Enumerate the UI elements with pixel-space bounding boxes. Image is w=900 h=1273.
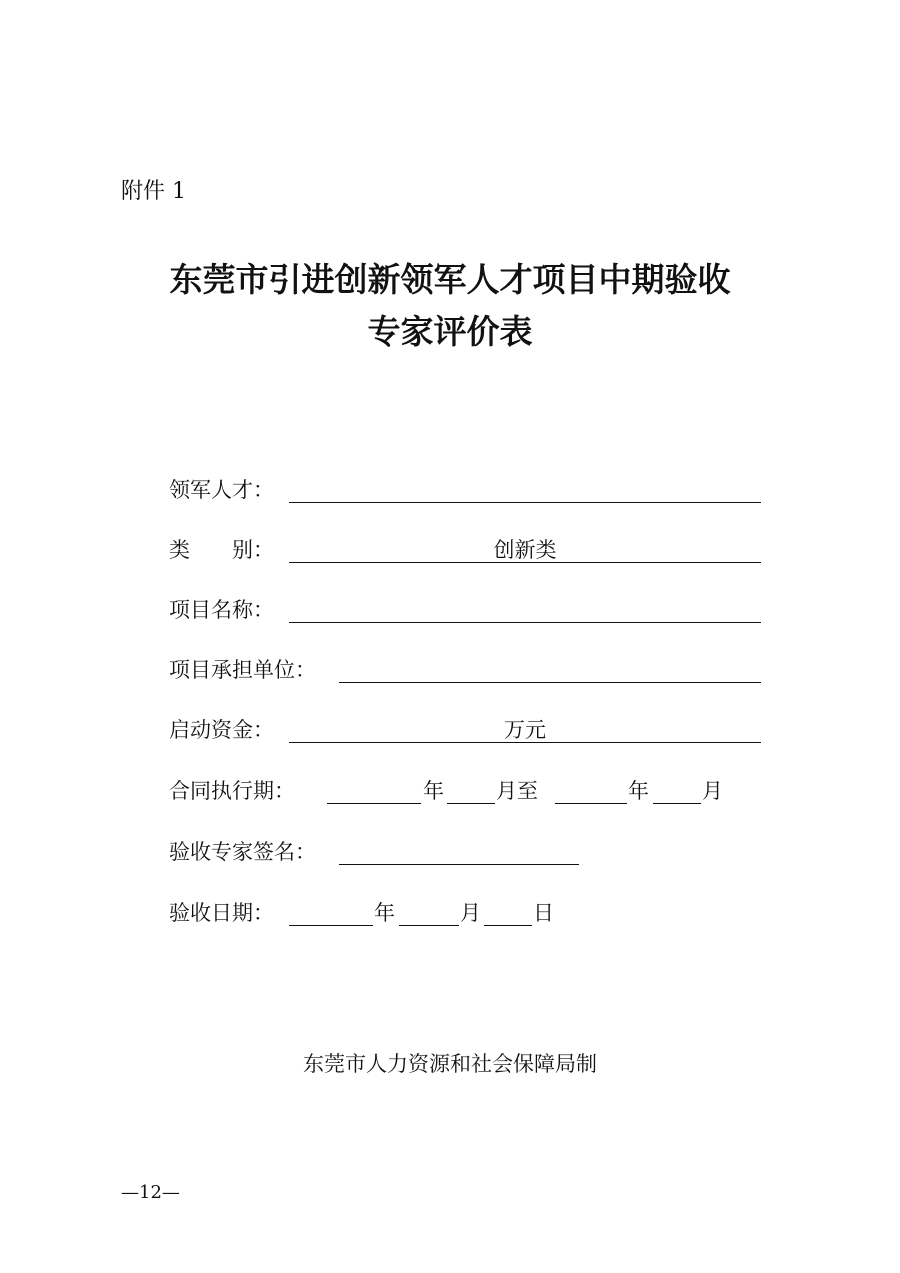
funds-row xyxy=(169,714,769,746)
contract-start-year-unit: 年 xyxy=(423,779,444,803)
signature-field[interactable] xyxy=(339,836,579,865)
issuer-footer: 东莞市人力资源和社会保障局制 xyxy=(303,1052,597,1076)
project-name-field[interactable] xyxy=(289,594,761,623)
signature-label: 验收专家签名： xyxy=(169,840,316,864)
category-label: 类 别： xyxy=(169,538,274,562)
unit-field[interactable] xyxy=(339,654,761,683)
leader-row xyxy=(169,474,769,506)
leader-label: 领军人才： xyxy=(169,478,274,502)
date-month-field[interactable] xyxy=(399,897,459,926)
acceptance-date-label: 验收日期： xyxy=(169,901,274,925)
date-day-unit: 日 xyxy=(533,901,554,925)
date-year-unit: 年 xyxy=(374,901,395,925)
unit-row xyxy=(169,654,769,686)
contract-start-month-unit: 月至 xyxy=(496,779,538,803)
page-number: —12— xyxy=(121,1182,180,1203)
funds-unit: 万元 xyxy=(504,718,546,742)
contract-period-row xyxy=(169,775,769,807)
project-name-label: 项目名称： xyxy=(169,598,274,622)
date-year-field[interactable] xyxy=(289,897,373,926)
unit-label: 项目承担单位： xyxy=(169,658,316,682)
contract-start-month-field[interactable] xyxy=(447,775,495,804)
contract-period-label: 合同执行期： xyxy=(169,779,295,803)
funds-field[interactable] xyxy=(289,714,761,743)
category-field[interactable] xyxy=(289,534,761,563)
contract-end-year-unit: 年 xyxy=(628,779,649,803)
contract-end-month-field[interactable] xyxy=(653,775,701,804)
contract-end-month-unit: 月 xyxy=(702,779,723,803)
document-title-line2: 专家评价表 xyxy=(367,312,533,351)
document-title-line1: 东莞市引进创新领军人才项目中期验收 xyxy=(169,260,731,299)
project-name-row xyxy=(169,594,769,626)
category-value: 创新类 xyxy=(493,538,557,562)
leader-field[interactable] xyxy=(289,474,761,503)
category-row xyxy=(169,534,769,566)
signature-row xyxy=(169,836,769,868)
date-month-unit: 月 xyxy=(460,901,481,925)
acceptance-date-row xyxy=(169,897,769,929)
funds-label: 启动资金： xyxy=(169,718,274,742)
date-day-field[interactable] xyxy=(484,897,532,926)
contract-start-year-field[interactable] xyxy=(327,775,421,804)
attachment-label: 附件 1 xyxy=(121,179,186,204)
contract-end-year-field[interactable] xyxy=(555,775,627,804)
